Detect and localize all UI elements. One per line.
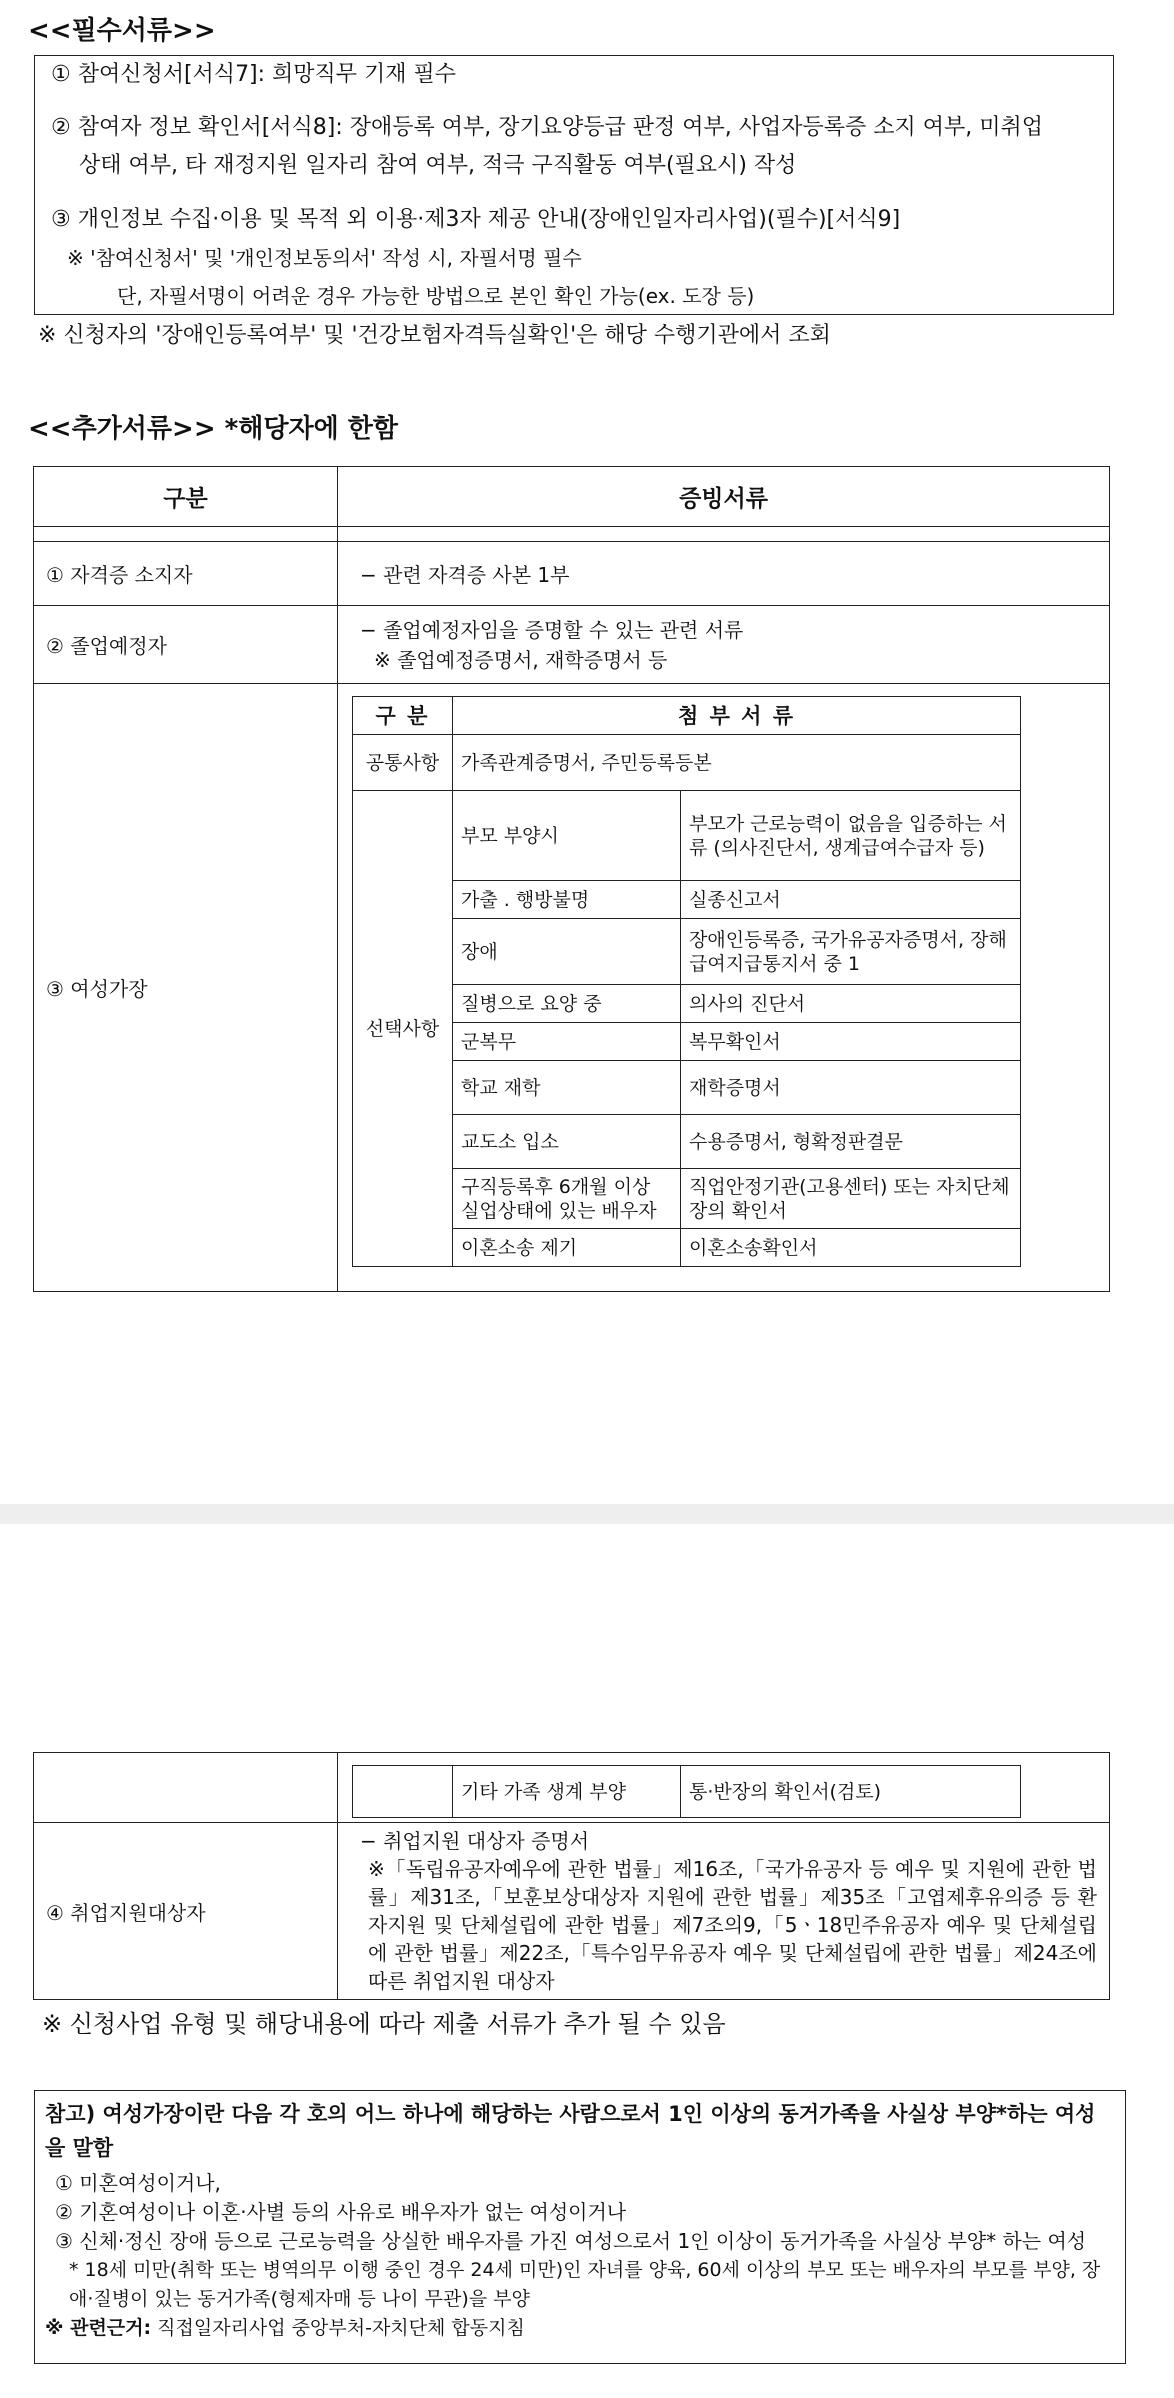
additional-table bbox=[33, 466, 1110, 1292]
inner-option-doc: 직업안정기관(고용센터) 또는 자치단체 장의 확인서 bbox=[681, 1169, 1021, 1229]
row-label-employment: ④ 취업지원대상자 bbox=[34, 1823, 338, 2000]
row-label-female-head: ③ 여성가장 bbox=[34, 684, 338, 1292]
inner-header-documents: 첨 부 서 류 bbox=[453, 697, 1021, 735]
inner-option-doc: 부모가 근로능력이 없음을 입증하는 서류 (의사진단서, 생계급여수급자 등) bbox=[681, 791, 1021, 881]
inner-option-doc: 수용증명서, 형확정판결문 bbox=[681, 1115, 1021, 1169]
reference-item-1: ① 미혼여성이거나, bbox=[55, 2171, 221, 2195]
inner-option-name: 부모 부양시 bbox=[453, 791, 681, 881]
reference-box bbox=[34, 2090, 1126, 2364]
inner-option-doc: 복무확인서 bbox=[681, 1023, 1021, 1061]
reference-title: 참고) 여성가장이란 다음 각 호의 어느 하나에 해당하는 사람으로서 1인 이상의 동거가족을 사실상 부양*하는 여성을 말함 bbox=[45, 2102, 1096, 2160]
row-label-license: ① 자격증 소지자 bbox=[34, 542, 338, 606]
inner-option-name: 이혼소송 제기 bbox=[453, 1229, 681, 1267]
inner-option-doc: 의사의 진단서 bbox=[681, 985, 1021, 1023]
column-header-category: 구분 bbox=[34, 467, 338, 527]
additional-heading: <<추가서류>> *해당자에 한함 bbox=[28, 414, 399, 444]
table-row bbox=[34, 684, 1110, 1292]
inner-option-name: 장애 bbox=[453, 919, 681, 985]
page-break bbox=[0, 1504, 1174, 1524]
required-item-2-cont: 상태 여부, 타 재정지원 일자리 참여 여부, 적극 구직활동 여부(필요시) 작성 bbox=[79, 153, 797, 178]
required-footnote: ※ 신청자의 '장애인등록여부' 및 '건강보험자격득실확인'은 해당 수행기관에서 조회 bbox=[38, 323, 831, 348]
inner-option-doc: 재학증명서 bbox=[681, 1061, 1021, 1115]
required-subnote-2: 단, 자필서명이 어려운 경우 가능한 방법으로 본인 확인 가능(ex. 도장 등) bbox=[117, 284, 755, 308]
inner-header-category: 구 분 bbox=[353, 697, 453, 735]
reference-item-3: ③ 신체·정신 장애 등으로 근로능력을 상실한 배우자를 가진 여성으로서 1인 이상이 동거가족을 사실상 부양* 하는 여성 bbox=[55, 2229, 1087, 2253]
table-row bbox=[34, 606, 1110, 684]
table-header-row bbox=[34, 467, 1110, 527]
reference-basis-label: ※ 관련근거: bbox=[45, 2317, 152, 2339]
required-item-3: ③ 개인정보 수집·이용 및 목적 외 이용·제3자 제공 안내(장애인일자리사업)(필수)[서식9] bbox=[51, 207, 901, 232]
required-heading: <<필수서류>> bbox=[28, 16, 216, 46]
reference-basis-text: 직접일자리사업 중앙부처-자치단체 합동지침 bbox=[151, 2317, 525, 2339]
row-doc-graduate-2: ※ 졸업예정증명서, 재학증명서 등 bbox=[374, 647, 668, 672]
required-item-1: ① 참여신청서[서식7]: 희망직무 기재 필수 bbox=[51, 62, 457, 87]
inner-option-doc: 장애인등록증, 국가유공자증명서, 장해급여지급통지서 중 1 bbox=[681, 919, 1021, 985]
table-row bbox=[34, 1753, 1110, 1823]
required-box bbox=[34, 55, 1114, 315]
female-head-inner-table bbox=[352, 696, 1021, 1267]
inner-option-doc: 실종신고서 bbox=[681, 881, 1021, 919]
inner-option-doc: 이혼소송확인서 bbox=[681, 1229, 1021, 1267]
inner-option-name: 가출 . 행방불명 bbox=[453, 881, 681, 919]
inner-option-name: 질병으로 요양 중 bbox=[453, 985, 681, 1023]
row-doc-graduate-1: − 졸업예정자임을 증명할 수 있는 관련 서류 bbox=[360, 617, 744, 642]
additional-footnote: ※ 신청사업 유형 및 해당내용에 따라 제출 서류가 추가 될 수 있음 bbox=[42, 2010, 726, 2038]
row-doc-license: − 관련 자격증 사본 1부 bbox=[338, 542, 1110, 606]
inner-option-name: 교도소 입소 bbox=[453, 1115, 681, 1169]
inner-common-doc: 가족관계증명서, 주민등록등본 bbox=[453, 735, 1021, 791]
female-head-inner-table-continued bbox=[352, 1765, 1021, 1818]
inner-common-label: 공통사항 bbox=[353, 735, 453, 791]
row-doc-employment-2: ※「독립유공자예우에 관한 법률」제16조,「국가유공자 등 예우 및 지원에 관한 법률」제31조,「보훈보상대상자 지원에 관한 법률」제35조「고엽제후유의증 등 환자지원 및 단체설립에 관한 법률」제7조의9,「5ㆍ18민주유공자 예우 및 단체설립에 관한 법률」제22조,「특수임무유공자 예우 및 단체설립에 관한 법률」제24조에 따른 취업지원 대상자 bbox=[368, 1857, 1097, 1993]
row-label-graduate: ② 졸업예정자 bbox=[34, 606, 338, 684]
additional-table-continued bbox=[33, 1752, 1110, 2000]
reference-item-2: ② 기혼여성이나 이혼·사별 등의 사유로 배우자가 없는 여성이거나 bbox=[55, 2200, 627, 2224]
table-row bbox=[34, 542, 1110, 606]
inner-optional-label: 선택사항 bbox=[353, 791, 453, 1267]
required-subnote-1: ※ '참여신청서' 및 '개인정보동의서' 작성 시, 자필서명 필수 bbox=[67, 246, 582, 270]
inner-option-name: 군복무 bbox=[453, 1023, 681, 1061]
row-doc-employment-1: − 취업지원 대상자 증명서 bbox=[360, 1829, 590, 1853]
inner-option-name: 학교 재학 bbox=[453, 1061, 681, 1115]
column-header-documents: 증빙서류 bbox=[338, 467, 1110, 527]
reference-star-note: * 18세 미만(취학 또는 병역의무 이행 중인 경우 24세 미만)인 자녀를 양육, 60세 이상의 부모 또는 배우자의 부모를 부양, 장애·질병이 있는 동거가족(형제자매 등 나이 무관)을 부양 bbox=[69, 2259, 1101, 2310]
required-item-2: ② 참여자 정보 확인서[서식8]: 장애등록 여부, 장기요양등급 판정 여부, 사업자등록증 소지 여부, 미취업 bbox=[51, 115, 1044, 140]
inner-option-doc: 통·반장의 확인서(검토) bbox=[681, 1766, 1021, 1818]
reference-basis bbox=[45, 2314, 1115, 2343]
inner-option-name: 구직등록후 6개월 이상 실업상태에 있는 배우자 bbox=[453, 1169, 681, 1229]
table-row bbox=[34, 1823, 1110, 2000]
inner-option-name: 기타 가족 생계 부양 bbox=[453, 1766, 681, 1818]
